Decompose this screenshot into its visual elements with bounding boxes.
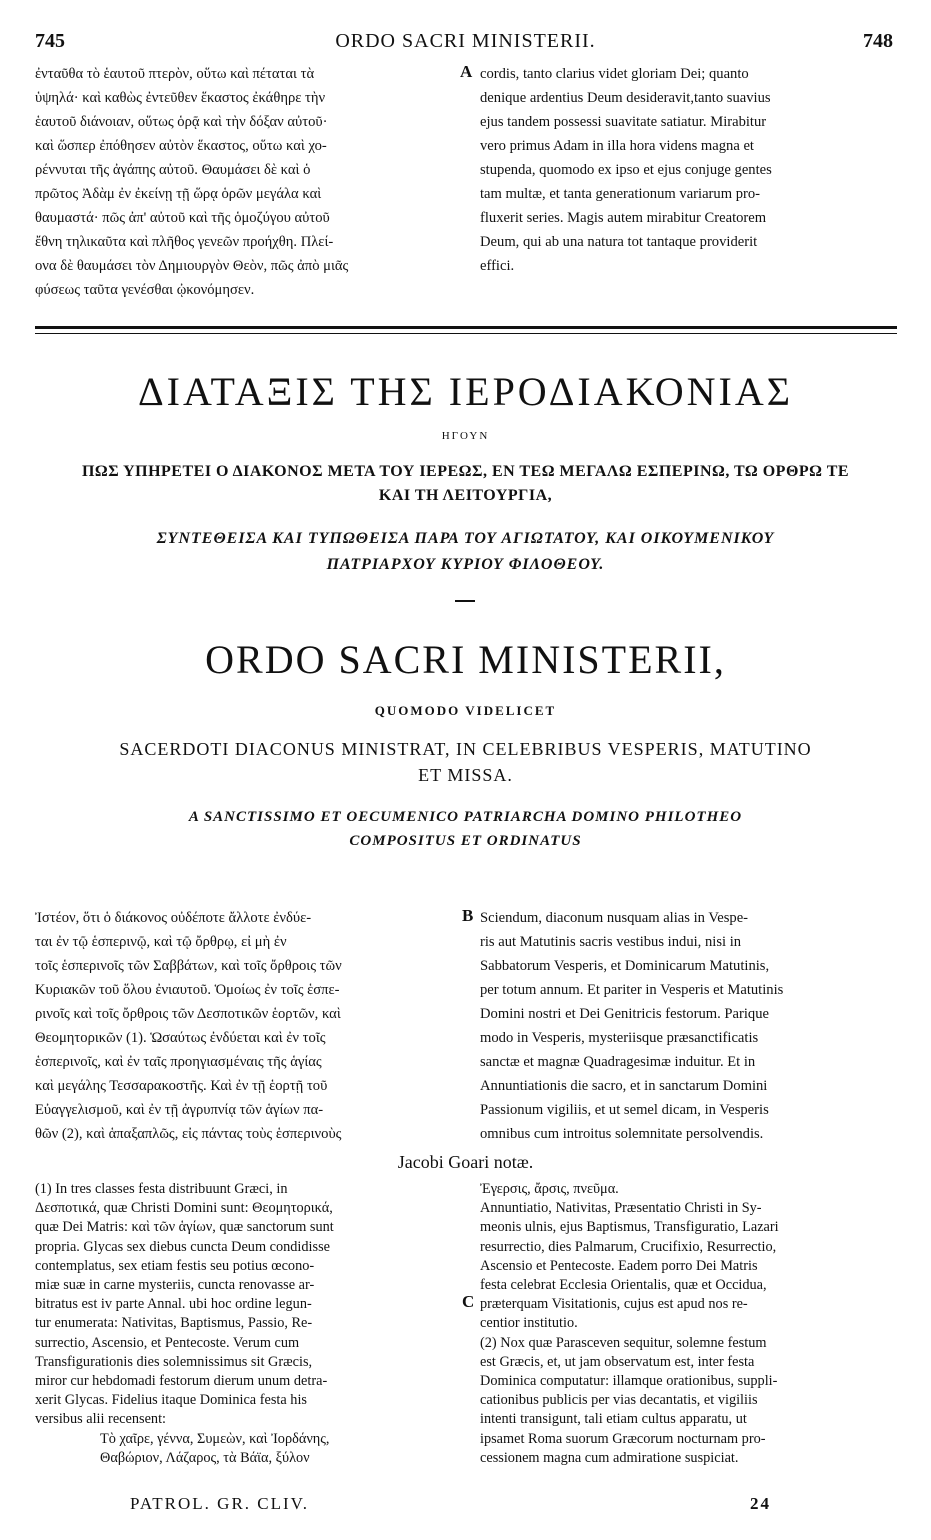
latin-composed-line-1: A SANCTISSIMO ET OECUMENICO PATRIARCHA DOMINO PHILOTHEO (188, 809, 743, 825)
footer-signature: 24 (750, 1494, 771, 1513)
greek-text-line: καὶ μεγάλης Τεσσαρακοστῆς. Καὶ ἐν τῇ ἑορτῇ τοῦ (35, 1078, 328, 1094)
notes-left-column (35, 1180, 455, 1430)
margin-marker-a: A (460, 62, 473, 81)
latin-text-line: vero primus Adam in illa hora videns magna et (480, 138, 754, 154)
latin-subtitle-line-1: SACERDOTI DIACONUS MINISTRAT, IN CELEBRIBUS VESPERIS, MATUTINO (119, 739, 812, 759)
note-text-line: Dominica computatur: illamque orationibus, suppli- (480, 1373, 778, 1390)
note-text-line: præterquam Visitationis, cujus est apud nos re- (480, 1296, 748, 1313)
greek-text-line: ἐνταῦθα τὸ ἑαυτοῦ πτερὸν, οὕτω καὶ πέταται τὰ (35, 66, 315, 82)
note-text-line: miæ suæ in carne mysteriis, cuncta renovasse ar- (35, 1277, 315, 1294)
greek-text-line: ονα δὲ θαυμάσει τὸν Δημιουργὸν Θεὸν, πῶς ἀπὸ μιᾶς (35, 258, 349, 274)
latin-text-line: tam multæ, et tanta generationum variarum pro- (480, 186, 761, 202)
note-text-line: cessionem magna cum admiratione suspiciat. (480, 1449, 739, 1466)
top-latin-column (480, 62, 895, 278)
note-text-line: Ἐγερσις, ἄρσις, πνεῦμα. (480, 1181, 619, 1197)
short-dash (455, 600, 475, 602)
greek-text-line: ἑαυτοῦ διάνοιαν, οὕτως ὁρᾷ καὶ τὴν δόξαν αὐτοῦ· (35, 114, 328, 130)
notes-right-column (480, 1180, 895, 1468)
note-verse-line: Θαβώριον, Λάζαρος, τὰ Βάϊα, ξύλον (100, 1450, 310, 1467)
top-greek-column (35, 62, 455, 302)
latin-text-line: effici. (480, 258, 515, 274)
greek-subtitle-line-2: ΚΑΙ ΤΗ ΛΕΙΤΟΥΡΓΙΑ, (378, 487, 553, 504)
note-text-line: intenti transigunt, tali etiam cultus apparatu, ut (480, 1411, 747, 1428)
note-text-line: resurrectio, dies Palmarum, Crucifixio, Resurrectio, (480, 1238, 777, 1255)
latin-text-line: Deum, qui ab una natura tot tantaque providerit (480, 234, 758, 250)
latin-composed-line-2: COMPOSITUS ET ORDINATUS (349, 833, 582, 849)
greek-text-line: Κυριακῶν τοῦ ὅλου ἐνιαυτοῦ. Ὁμοίως ἐν τοῖς ἑσπε- (35, 982, 340, 998)
note-text-line: centior institutio. (480, 1315, 578, 1332)
note-text-line: tur enumerata: Nativitas, Baptismus, Passio, Re- (35, 1315, 313, 1332)
note-text-line: surrectio, Ascensio, et Pentecoste. Verum cum (35, 1334, 300, 1351)
greek-text-line: τοῖς ἑσπερινοῖς τῶν Σαββάτων, καὶ τοῖς ὄρθροις τῶν (35, 958, 342, 974)
note-text-line: Transfigurationis dies solemnissimus sit Græcis, (35, 1353, 313, 1370)
greek-hgoun: ΗΓΟΥΝ (441, 430, 490, 442)
note-text-line: Ascensio et Pentecoste. Eadem porro Dei Matris (480, 1257, 758, 1274)
note-text-line: bitratus est iv parte Annal. ubi hoc ordine legun- (35, 1296, 312, 1313)
greek-text-line: πρῶτος Ἀδὰμ ἐν ἐκείνῃ τῇ ὥρᾳ ὁρῶν μεγάλα καὶ (35, 186, 322, 202)
page-number-left: 745 (35, 30, 65, 52)
note-text-line: quæ Dei Matris: καὶ τῶν ἁγίων, quæ sanctorum sunt (35, 1219, 334, 1236)
latin-text-line: stupenda, quomodo ex ipso et ejus conjuge gentes (480, 162, 772, 178)
greek-text-line: θῶν (2), καὶ ἁπαξαπλῶς, εἰς πάντας τοὺς ἑσπερινοὺς (35, 1126, 342, 1142)
notes-verse (100, 1430, 455, 1468)
greek-text-line: ἑσπερινοῖς, καὶ ἐν ταῖς προηγιασμέναις τῆς ἁγίας (35, 1054, 322, 1070)
latin-subtitle-line-2: ET MISSA. (418, 765, 513, 785)
note-text-line: est Græcis, et, ut jam observatum est, inter festa (480, 1353, 755, 1370)
latin-text-line: Sabbatorum Vesperis, et Dominicarum Matutinis, (480, 958, 770, 974)
greek-subtitle-line-1: ΠΩΣ ΥΠΗΡΕΤΕΙ Ο ΔΙΑΚΟΝΟΣ ΜΕΤΑ ΤΟΥ ΙΕΡΕΩΣ, ΕΝ ΤΕΩ ΜΕΓΑΛΩ ΕΣΠΕΡΙΝΩ, ΤΩ ΟΡΘΡΩ ΤΕ (81, 463, 850, 480)
notes-title: Jacobi Goari notæ. (397, 1152, 534, 1172)
latin-text-line: denique ardentius Deum desideravit,tanto suavius (480, 90, 771, 106)
latin-text-line: Sciendum, diaconum nusquam alias in Vespe- (480, 910, 749, 926)
note-text-line: xerit Glycas. Fidelius itaque Dominica festa his (35, 1392, 307, 1409)
greek-text-line: ται ἐν τῷ ἑσπερινῷ, καὶ τῷ ὄρθρῳ, εἰ μὴ ἐν (35, 934, 287, 950)
note-text-line: miror cur hebdomadi festorum dierum unum detra- (35, 1373, 328, 1390)
note-text-line: contemplatus, sex etiam festis seu potius œcono- (35, 1257, 315, 1274)
note-text-line: ipsamet Roma suorum Græcorum nocturnam pro- (480, 1430, 766, 1447)
latin-text-line: per totum annum. Et pariter in Vesperis et Matutinis (480, 982, 784, 998)
note-verse-line: Τὸ χαῖρε, γέννα, Συμεὼν, καὶ Ἰορδάνης, (100, 1431, 330, 1447)
greek-text-line: Εὐαγγελισμοῦ, καὶ ἐν τῇ ἀγρυπνίᾳ τῶν ἁγίων πα- (35, 1102, 324, 1118)
greek-title: ΔΙΑΤΑΞΙΣ ΤΗΣ ΙΕΡΟΔΙΑΚΟΝΙΑΣ (137, 369, 794, 414)
greek-text-line: θαυμαστά· πῶς ἀπ' αὐτοῦ καὶ τῆς ὁμοζύγου αὐτοῦ (35, 210, 330, 226)
latin-title: ORDO SACRI MINISTERII, (205, 637, 726, 682)
note-text-line: propria. Glycas sex diebus cuncta Deum condidisse (35, 1238, 330, 1255)
latin-text-line: omnibus cum introitus solemnitate persolvendis. (480, 1126, 764, 1142)
greek-text-line: ρινοῖς καὶ τοῖς ὄρθροις τῶν Δεσποτικῶν ἑορτῶν, καὶ (35, 1006, 341, 1022)
note-text-line: festa celebrat Ecclesia Orientalis, quæ et Occidua, (480, 1277, 767, 1294)
section-divider (35, 326, 897, 329)
greek-text-line: καὶ ὥσπερ ἐπόθησεν αὐτὸν ἕκαστος, οὕτω καὶ χο- (35, 138, 327, 154)
section-divider-thin (35, 333, 897, 334)
body-latin-column (480, 906, 895, 1146)
note-text-line: versibus alii recensent: (35, 1411, 167, 1428)
latin-text-line: Domini nostri et Dei Genitricis festorum. Parique (480, 1006, 769, 1022)
greek-text-line: φύσεως ταῦτα γενέσθαι ᾠκονόμησεν. (35, 282, 255, 298)
latin-text-line: modo in Vesperis, mysteriisque præsanctificatis (480, 1030, 759, 1046)
page-number-right: 748 (863, 30, 893, 52)
note-text-line: Δεσποτικά, quæ Christi Domini sunt: Θεομητορικά, (35, 1200, 333, 1217)
greek-text-line: ὑψηλά· καὶ καθὼς ἐντεῦθεν ἕκαστος ἐκάθηρε τὴν (35, 90, 326, 106)
note-text-line: meonis ulnis, ejus Baptismus, Transfiguratio, Lazari (480, 1219, 779, 1236)
running-title: ORDO SACRI MINISTERII. (335, 30, 596, 52)
latin-text-line: sanctæ et magnæ Quadragesimæ induitur. Et in (480, 1054, 756, 1070)
latin-text-line: ejus tandem possessi suavitate satiatur. Mirabitur (480, 114, 767, 130)
latin-text-line: Annuntiationis die sacro, et in sanctarum Domini (480, 1078, 768, 1094)
latin-quomodo: QUOMODO VIDELICET (374, 703, 557, 718)
latin-text-line: cordis, tanto clarius videt gloriam Dei; quanto (480, 66, 749, 82)
note-text-line: cationibus publicis per vias decantatis, et vigiliis (480, 1392, 758, 1409)
note-text-line: Annuntiatio, Nativitas, Præsentatio Christi in Sy- (480, 1200, 762, 1217)
greek-text-line: ρέννυται τῆς ἀγάπης αὐτοῦ. Θαυμάσει δὲ καὶ ὁ (35, 162, 311, 178)
margin-marker-c: C (462, 1292, 475, 1311)
body-greek-column (35, 906, 455, 1146)
greek-text-line: ἔθνη τηλικαῦτα καὶ πλῆθος γενεῶν προήχθη. Πλεί- (35, 234, 334, 250)
greek-composed-line-1: ΣΥΝΤΕΘΕΙΣΑ ΚΑΙ ΤΥΠΩΘΕΙΣΑ ΠΑΡΑ ΤΟΥ ΑΓΙΩΤΑΤΟΥ, ΚΑΙ ΟΙΚΟΥΜΕΝΙΚΟΥ (156, 530, 775, 547)
latin-text-line: fluxerit series. Magis autem mirabitur Creatorem (480, 210, 767, 226)
note-text-line: (2) Nox quæ Parasceven sequitur, solemne festum (480, 1334, 767, 1351)
latin-text-line: Passionum vigiliis, et ut semel dicam, in Vesperis (480, 1102, 769, 1118)
latin-text-line: ris aut Matutinis sacris vestibus indui, nisi in (480, 934, 742, 950)
margin-marker-b: B (462, 906, 474, 925)
greek-text-line: Θεομητορικῶν (1). Ὡσαύτως ἐνδύεται καὶ ἐν τοῖς (35, 1030, 326, 1046)
note-text-line: (1) In tres classes festa distribuunt Græci, in (35, 1181, 288, 1197)
greek-composed-line-2: ΠΑΤΡΙΑΡΧΟΥ ΚΥΡΙΟΥ ΦΙΛΟΘΕΟΥ. (326, 556, 605, 573)
greek-text-line: Ἰστέον, ὅτι ὁ διάκονος οὐδέποτε ἄλλοτε ἐνδύε- (35, 910, 312, 926)
footer-volume: PATROL. GR. CLIV. (130, 1494, 310, 1513)
